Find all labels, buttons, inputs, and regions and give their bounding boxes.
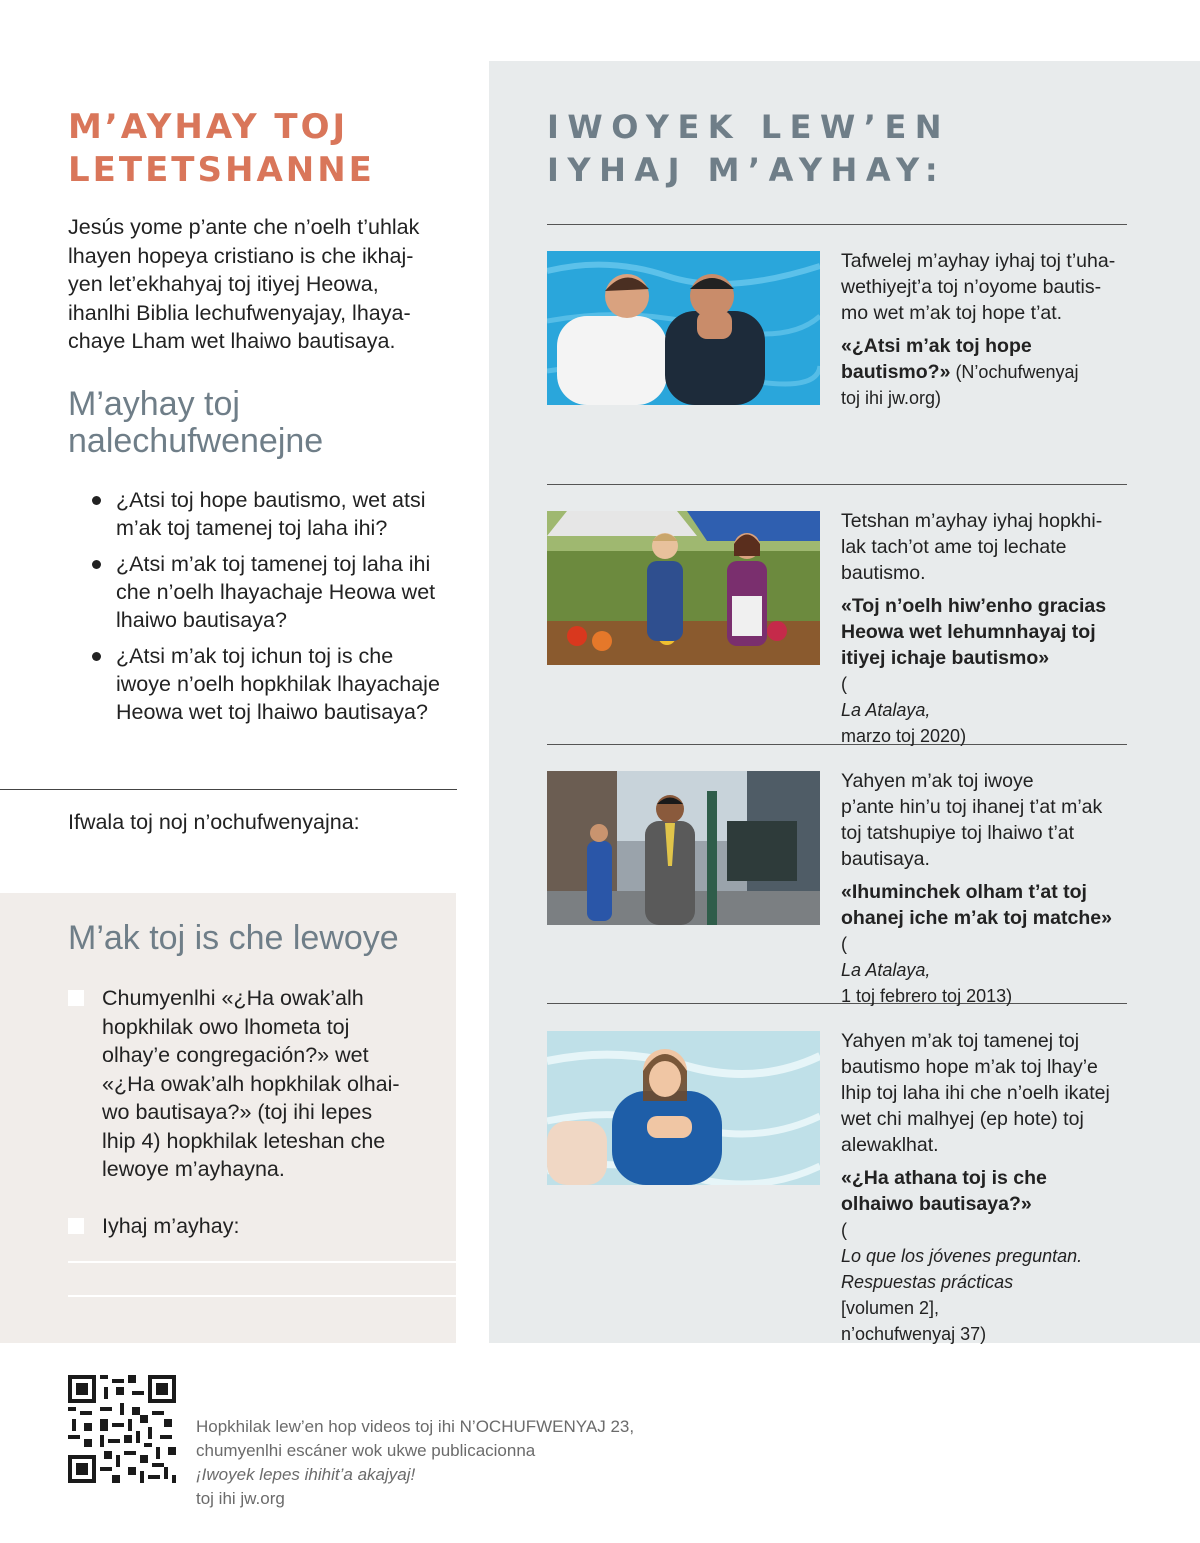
qr-code[interactable] — [68, 1375, 176, 1483]
resource-reference — [841, 385, 1131, 411]
reference-title: Respuestas prácticas — [841, 1272, 1014, 1292]
resource-link[interactable] — [841, 1165, 1131, 1217]
cite-line: Heowa wet lehumnhayaj toj — [841, 621, 1096, 643]
notes-label: Ifwala toj noj n’ochufwenyajna: — [68, 810, 360, 834]
resource-description — [841, 248, 1131, 326]
desc-line: bautismo. — [841, 562, 926, 584]
footer-note — [196, 1415, 634, 1511]
cite-line: ohanej iche m’ak toj matche» — [841, 907, 1112, 929]
todo-line: hopkhilak owo lhometa toj — [102, 1014, 350, 1039]
question-text: Heowa wet toj lhaiwo bautisaya? — [116, 700, 428, 724]
checkbox[interactable] — [68, 990, 84, 1006]
question-text: lhaiwo bautisaya? — [116, 608, 287, 632]
reference-title: La Atalaya, — [841, 700, 931, 720]
market-photo — [547, 511, 820, 665]
desc-line: Tafwelej m’ayhay iyhaj toj t’uha- — [841, 250, 1116, 272]
reference-text: (N’ochufwenyaj — [950, 362, 1079, 382]
resource-description — [841, 768, 1131, 872]
bullet-icon — [92, 496, 101, 505]
resources-title-line-1: IWOYEK LEW’EN — [547, 108, 951, 146]
writing-line[interactable] — [68, 1295, 456, 1297]
resource-item — [841, 508, 1131, 749]
reference-line: toj ihi jw.org) — [841, 388, 942, 408]
todo-line: Iyhaj m’ayhay: — [102, 1214, 240, 1238]
resource-reference: ( Lo que los jóvenes preguntan. Respuestas prácticas [volumen 2], n’ochufwenyaj 37) — [841, 1217, 1131, 1347]
todo-item-text — [102, 1212, 448, 1241]
bullet-icon — [92, 560, 101, 569]
question-text: ¿Atsi m’ak toj tamenej toj laha ihi — [116, 552, 431, 576]
cite-line: «¿Atsi m’ak toj hope — [841, 335, 1032, 357]
discussion-heading — [68, 386, 448, 460]
todo-line: lhip 4) hopkhilak leteshan che — [102, 1128, 386, 1153]
question-item — [90, 550, 460, 634]
footer-line: chumyenlhi escáner wok ukwe publicacionna — [196, 1441, 536, 1460]
divider — [0, 789, 457, 790]
question-text: m’ak toj tamenej toj laha ihi? — [116, 516, 388, 540]
divider — [547, 224, 1127, 225]
desc-line: Tetshan m’ayhay iyhaj hopkhi- — [841, 510, 1103, 532]
reference-title: Lo que los jóvenes preguntan. — [841, 1246, 1083, 1266]
reference-date: marzo toj 2020) — [841, 726, 967, 746]
todo-line: wo bautisaya?» (toj ihi lepes — [102, 1100, 373, 1124]
resource-item — [841, 248, 1131, 411]
reference-line: n’ochufwenyaj 37) — [841, 1324, 987, 1344]
resource-link[interactable] — [841, 593, 1131, 671]
intro-line: ihanlhi Biblia lechufwenyajay, lhaya- — [68, 300, 411, 325]
resource-link[interactable] — [841, 333, 1131, 385]
writing-line[interactable] — [68, 1261, 456, 1263]
desc-line: toj tatshupiye toj lhaiwo t’at — [841, 822, 1075, 844]
todo-line: Chumyenlhi «¿Ha owak’alh — [102, 986, 364, 1010]
todo-item-text — [102, 984, 448, 1184]
todo-item — [68, 984, 448, 1184]
discussion-heading-line-1: M’ayhay toj — [68, 385, 240, 423]
question-text: che n’oelh lhayachaje Heowa wet — [116, 580, 436, 604]
discussion-heading-line-2: nalechufwenejne — [68, 422, 324, 460]
desc-line: wethiyejt’a toj n’oyome bautis- — [841, 276, 1102, 298]
resource-link[interactable] — [841, 879, 1131, 931]
desc-line: bautismo hope m’ak toj lhay’e — [841, 1056, 1098, 1078]
footer-publication-title: ¡Iwoyek lepes ihihit’a akajyaj! — [196, 1465, 416, 1484]
section-title — [68, 106, 468, 192]
footer-site-text: toj ihi jw.org — [196, 1489, 285, 1508]
intro-line: chaye Lham wet lhaiwo bautisaya. — [68, 329, 396, 353]
checkbox[interactable] — [68, 1218, 84, 1234]
todo-line: lewoye m’ayhayna. — [102, 1157, 285, 1181]
desc-line: p’ante hin’u toj ihanej t’at m’ak — [841, 796, 1103, 818]
cite-line: bautismo?» — [841, 361, 951, 383]
bullet-icon — [92, 652, 101, 661]
city-street-photo — [547, 771, 820, 925]
footer-line: Hopkhilak lew’en hop videos toj ihi N’OCHUFWENYAJ 23, — [196, 1417, 635, 1436]
desc-line: wet chi malhyej (ep hote) toj — [841, 1108, 1084, 1130]
question-text: ¿Atsi toj hope bautismo, wet atsi — [116, 488, 426, 512]
intro-line: Jesús yome p’ante che n’oelh t’uhlak — [68, 215, 420, 239]
intro-line: yen let’ekhahyaj toj itiyej Heowa, — [68, 272, 379, 296]
cite-line: «¿Ha athana toj is che — [841, 1167, 1047, 1189]
cite-line: olhaiwo bautisaya?» — [841, 1193, 1032, 1215]
cite-line: itiyej ichaje bautismo» — [841, 647, 1050, 669]
cite-line: «Ihuminchek olham t’at toj — [841, 881, 1087, 903]
desc-line: bautisaya. — [841, 848, 930, 870]
resources-title — [547, 106, 950, 192]
desc-line: lak tach’ot ame toj lechate — [841, 536, 1067, 558]
todo-line: olhay’e congregación?» wet — [102, 1043, 369, 1067]
desc-line: Yahyen m’ak toj tamenej toj — [841, 1030, 1080, 1052]
section-title-line-1: M’AYHAY TOJ — [68, 107, 349, 147]
question-item — [90, 642, 460, 726]
question-item — [90, 486, 460, 542]
todo-line: «¿Ha owak’alh hopkhilak olhai- — [102, 1071, 400, 1096]
desc-line: Yahyen m’ak toj iwoye — [841, 770, 1034, 792]
todo-title: M’ak toj is che lewoye — [68, 919, 399, 957]
resource-item — [841, 1028, 1131, 1347]
section-title-line-2: LETETSHANNE — [68, 150, 375, 190]
intro-paragraph — [68, 213, 448, 356]
resource-description — [841, 1028, 1131, 1158]
desc-line: lhip toj laha ihi che n’oelh ikatej — [841, 1082, 1110, 1104]
resource-item — [841, 768, 1131, 1009]
divider — [547, 484, 1127, 485]
intro-line: lhayen hopeya cristiano is che ikhaj- — [68, 243, 414, 268]
question-text: ¿Atsi m’ak toj ichun toj is che — [116, 644, 394, 668]
reference-volume: [volumen 2], — [841, 1298, 940, 1318]
cite-line: «Toj n’oelh hiw’enho gracias — [841, 595, 1107, 617]
desc-line: alewaklhat. — [841, 1134, 939, 1156]
resources-title-line-2: IYHAJ M’AYHAY: — [547, 151, 947, 189]
young-woman-baptism-photo — [547, 1031, 820, 1185]
resource-reference: ( La Atalaya, 1 toj febrero toj 2013) — [841, 931, 1131, 1009]
desc-line: mo wet m’ak toj hope t’at. — [841, 302, 1063, 324]
resource-reference: ( La Atalaya, marzo toj 2020) — [841, 671, 1131, 749]
reference-title: La Atalaya, — [841, 960, 931, 980]
todo-item — [68, 1212, 448, 1241]
question-list — [90, 486, 460, 734]
reference-date: 1 toj febrero toj 2013) — [841, 986, 1013, 1006]
baptism-photo — [547, 251, 820, 405]
resource-description — [841, 508, 1131, 586]
question-text: iwoye n’oelh hopkhilak lhayachaje — [116, 672, 440, 696]
